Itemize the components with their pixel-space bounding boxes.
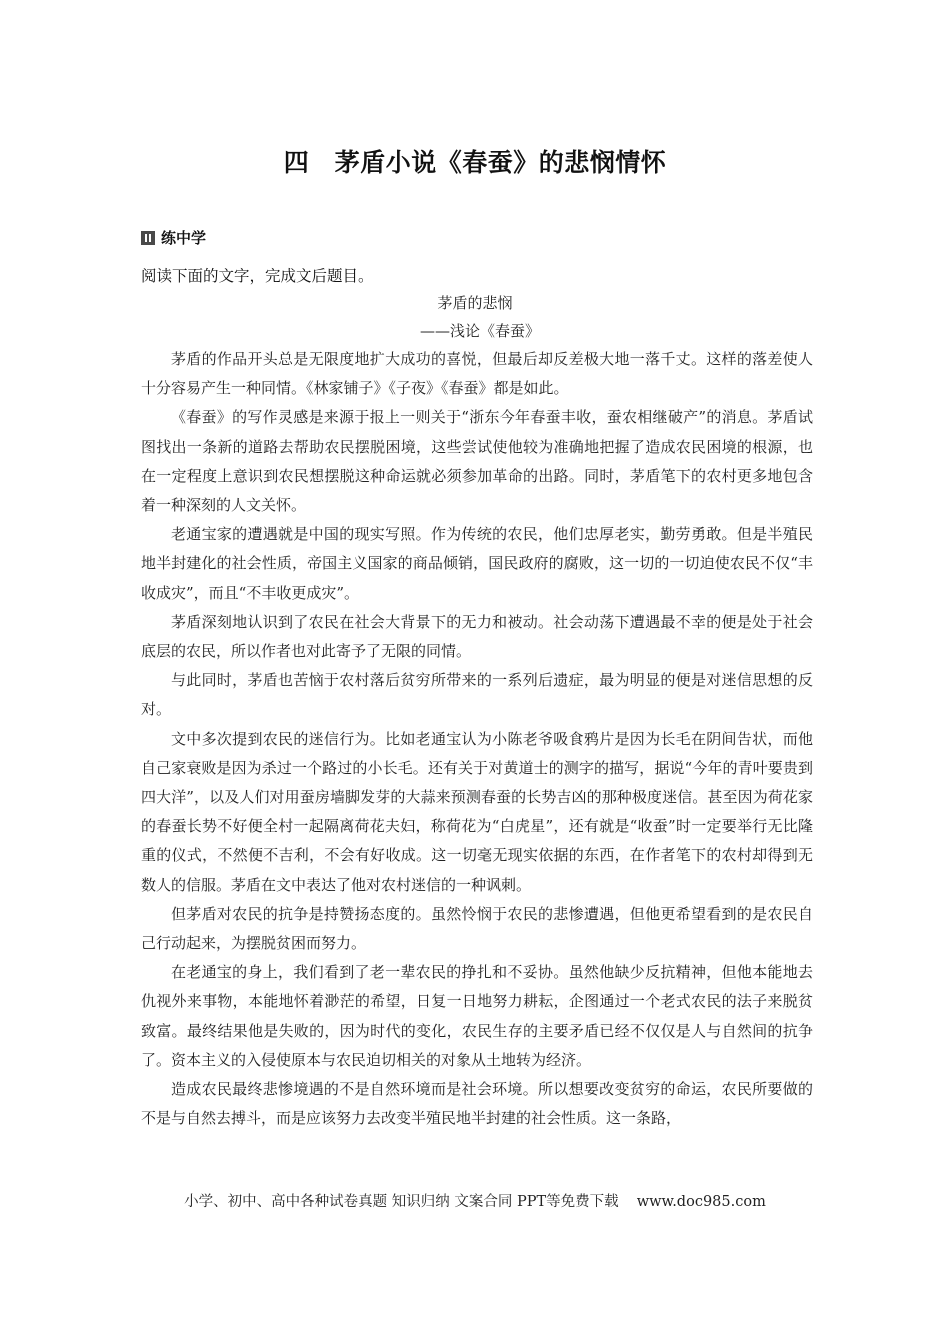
paragraph: 但茅盾对农民的抗争是持赞扬态度的。虽然怜悯于农民的悲惨遭遇，但他更希望看到的是农民自己行动起来，为摆脱贫困而努力。 [141, 904, 813, 953]
article-title: 茅盾的悲悯 [437, 294, 513, 312]
paragraph: 茅盾的作品开头总是无限度地扩大成功的喜悦，但最后却反差极大地一落千丈。这样的落差使人十分容易产生一种同情。《林家铺子》《子夜》《春蚕》都是如此。 [141, 350, 813, 398]
document-title: 四 茅盾小说《春蚕》的悲悯情怀 [283, 148, 667, 177]
section-label: 练中学 [161, 229, 207, 247]
paragraph: 在老通宝的身上，我们看到了老一辈农民的挣扎和不妥协。虽然他缺少反抗精神，但他本能地去仇视外来事物，本能地怀着渺茫的希望，日复一日地努力耕耘，企图通过一个老式农民的法子来脱贫致富。最终结果他是失败的，因为时代的变化，农民生存的主要矛盾已经不仅仅是人与自然间的抗争了。资本主义的入侵使原本与农民迫切相关的对象从土地转为经济。 [141, 963, 813, 1069]
section-marker-icon [141, 231, 155, 245]
paragraph: 《春蚕》的写作灵感是来源于报上一则关于“浙东今年春蚕丰收，蚕农相继破产”的消息。茅盾试图找出一条新的道路去帮助农民摆脱困境，这些尝试使他较为准确地把握了造成农民困境的根源，也在一定程度上意识到农民想摆脱这种命运就必须参加革命的出路。同时，茅盾笔下的农村更多地包含着一种深刻的人文关怀。 [141, 408, 813, 515]
paragraph: 与此同时，茅盾也苦恼于农村落后贫穷所带来的一系列后遗症，最为明显的便是对迷信思想的反对。 [141, 671, 813, 719]
paragraph: 老通宝家的遭遇就是中国的现实写照。作为传统的农民，他们忠厚老实，勤劳勇敢。但是半殖民地半封建化的社会性质，帝国主义国家的商品倾销，国民政府的腐败，这一切的一切迫使农民不仅“丰收成灾”，而且“不丰收更成灾”。 [141, 525, 813, 602]
reading-instruction: 阅读下面的文字，完成文后题目。 [141, 267, 374, 285]
footer-url[interactable]: www.doc985.com [636, 1194, 766, 1210]
article-subtitle: ——浅论《春蚕》 [419, 322, 540, 340]
footer-text: 小学、初中、高中各种试卷真题 知识归纳 文案合同 PPT等免费下载 [184, 1194, 619, 1210]
paragraph: 文中多次提到农民的迷信行为。比如老通宝认为小陈老爷吸食鸦片是因为长毛在阴间告状，而他自己家衰败是因为杀过一个路过的小长毛。还有关于对黄道士的测字的描写，据说“今年的青叶要贵到四大洋”，以及人们对用蚕房墙脚发芽的大蒜来预测春蚕的长势吉凶的那种极度迷信。甚至因为荷花家的春蚕长势不好便全村一起隔离荷花夫妇，称荷花为“白虎星”，还有就是“收蚕”时一定要举行无比隆重的仪式，不然便不吉利，不会有好收成。这一切毫无现实依据的东西，在作者笔下的农村却得到无数人的信服。茅盾在文中表达了他对农村迷信的一种讽刺。 [141, 729, 813, 894]
article-body [141, 345, 813, 1133]
paragraph: 茅盾深刻地认识到了农民在社会大背景下的无力和被动。社会动荡下遭遇最不幸的便是处于社会底层的农民，所以作者也对此寄予了无限的同情。 [141, 612, 813, 661]
section-heading [141, 227, 206, 248]
paragraph: 造成农民最终悲惨境遇的不是自然环境而是社会环境。所以想要改变贫穷的命运，农民所要做的不是与自然去搏斗，而是应该努力去改变半殖民地半封建的社会性质。这一条路， [141, 1080, 813, 1128]
page-footer [0, 1190, 950, 1211]
